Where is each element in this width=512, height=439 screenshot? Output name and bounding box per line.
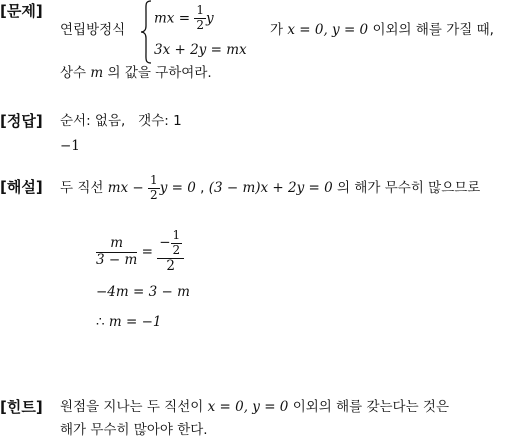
answer-label: [정답] (0, 112, 43, 130)
problem-condition: 가 x = 0, y = 0 이외의 해를 가질 때, (270, 22, 494, 38)
solution-step-3: ∴ m = −1 (96, 314, 162, 330)
step1-right-fraction: − $\frac{1}{2}$ 2 (157, 229, 184, 274)
system-brace (140, 0, 152, 64)
hint-label: [힌트] (0, 398, 43, 416)
answer-value: −1 (60, 138, 80, 154)
solution-step-2: −4m = 3 − m (96, 284, 190, 300)
eq1-lhs: mx = (154, 10, 191, 27)
step1-left-fraction: $\frac{m}{3 - m}$ (96, 234, 138, 268)
solution-line: 두 직선 mx − $\frac{1}{2}$ y = 0 , (3 − m)x + 2y = 0 의 해가 무수히 많으므로 (60, 172, 481, 202)
hint-line-1: 원점을 지나는 두 직선이 x = 0, y = 0 이외의 해를 갖는다는 것은 (60, 399, 450, 415)
system-equation-2: 3x + 2y = mx (154, 42, 247, 58)
problem-intro: 연립방정식 (60, 22, 126, 38)
eq1-rhs-var: y (205, 10, 214, 27)
hint-line-2: 해가 무수히 많아야 한다. (60, 422, 208, 438)
solution-step-1: $\frac{m}{3 - m}$ = − $\frac{1}{2}$ 2 (96, 222, 184, 282)
solution-fraction: $\frac{1}{2}$ (150, 172, 158, 202)
system-equation-1 (154, 4, 214, 33)
eq1-fraction: $\frac{1}{2}$ (196, 3, 204, 32)
problem-label: [문제] (0, 2, 43, 20)
solution-label: [해설] (0, 178, 43, 196)
problem-line-2: 상수 m 의 값을 구하여라. (60, 65, 212, 81)
answer-meta: 순서: 없음, 갯수: 1 (60, 113, 182, 129)
